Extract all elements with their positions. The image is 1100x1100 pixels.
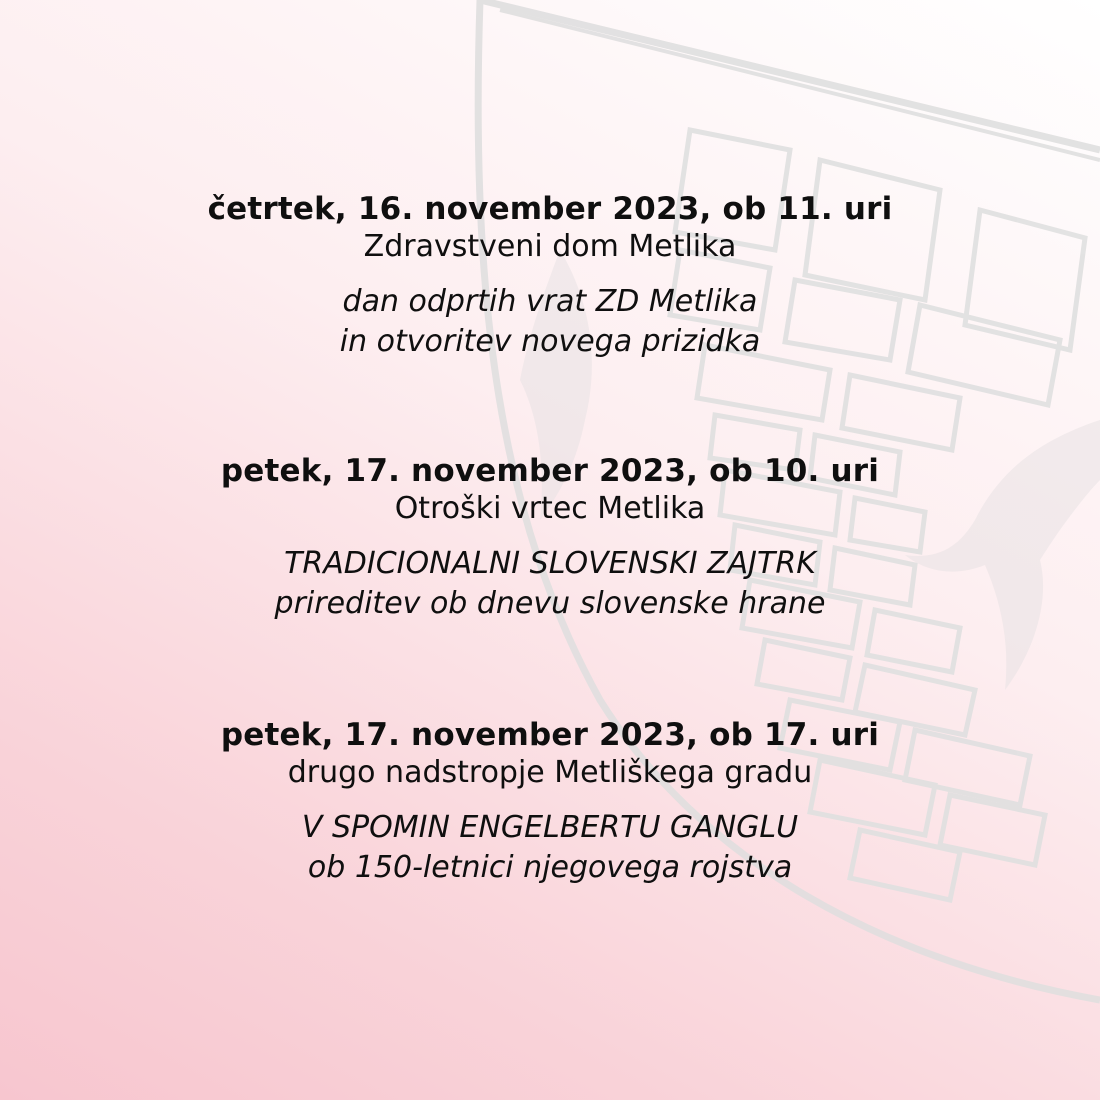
- event-item: [0, 452, 1100, 624]
- event-location: drugo nadstropje Metliškega gradu: [287, 755, 813, 790]
- event-description-line: prireditev ob dnevu slovenske hrane: [274, 586, 826, 621]
- event-item: [0, 190, 1100, 362]
- event-description: [0, 808, 1100, 888]
- event-date-time: petek, 17. november 2023, ob 10. uri: [220, 453, 880, 489]
- event-date-time: četrtek, 16. november 2023, ob 11. uri: [207, 191, 893, 227]
- event-item: [0, 716, 1100, 888]
- event-description-line: TRADICIONALNI SLOVENSKI ZAJTRK: [284, 546, 816, 581]
- event-description-line: in otvoritev novega prizidka: [339, 324, 761, 359]
- event-description: [0, 544, 1100, 624]
- event-date-time: petek, 17. november 2023, ob 17. uri: [220, 717, 880, 753]
- event-description-line: dan odprtih vrat ZD Metlika: [342, 284, 758, 319]
- event-location: Zdravstveni dom Metlika: [363, 229, 737, 264]
- event-location: Otroški vrtec Metlika: [394, 491, 706, 526]
- event-description: [0, 282, 1100, 362]
- event-description-line: V SPOMIN ENGELBERTU GANGLU: [301, 810, 799, 845]
- event-description-line: ob 150-letnici njegovega rojstva: [307, 850, 793, 885]
